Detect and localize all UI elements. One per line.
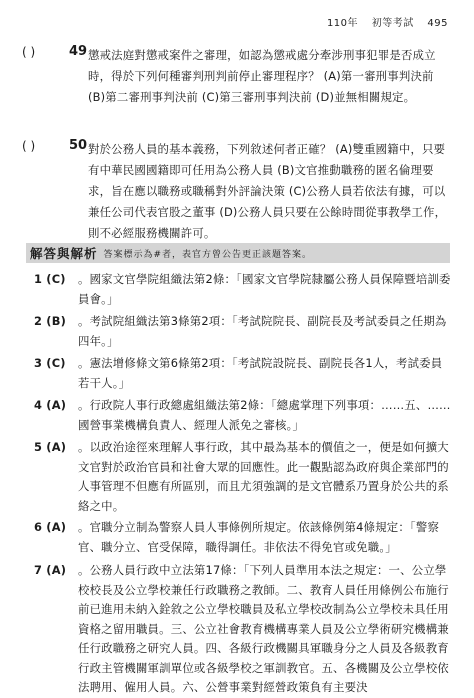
answer-6 — [26, 518, 452, 557]
answers-section-banner — [26, 243, 450, 263]
answer-explanation: 。行政院人事行政總處組織法第2條：「總處掌理下列事項：……五、……國營事業機構負責人、經理人派免之審核。」 — [78, 398, 451, 432]
answer-1 — [26, 270, 452, 309]
answer-5 — [26, 438, 452, 516]
page-header — [317, 14, 448, 29]
answer-blank: ( ) — [22, 45, 36, 59]
question-49 — [22, 45, 454, 108]
answer-4 — [26, 396, 452, 435]
answer-explanation: 。以政治途徑來理解人事行政，其中最為基本的價值之一，便是如何擴大文官對於政治官員和社會大眾的回應性。此一觀點認為政府與企業部門的人事管理不但應有所區別，而且尤須強調的是文官體系乃置身於公共的系絡之中。 — [78, 440, 449, 513]
answer-key: 1 (C) — [34, 272, 66, 286]
answer-explanation: 。公務人員行政中立法第17條：「下列人員準用本法之規定：一、公立學校校長及公立學校兼任行政職務之教師。二、教育人員任用條例公布施行前已進用未納入銓敘之公立學校職員及私立學校改制為公立學校未具任用資格之留用職員。三、公立社會教育機構專業人員及公立學術研究機構兼任行政職務之研究人員。四、各級行政機關具軍職身分之人員及各級教育行政主管機關軍訓單位或各級學校之軍訓教官。五、各機關及公立學校依法聘用、僱用人員。六、公營事業對經營政策負有主要決 — [78, 563, 449, 694]
answer-2 — [26, 312, 452, 351]
answer-key: 5 (A) — [34, 440, 67, 454]
answer-explanation: 。官職分立制為警察人員人事條例所規定。依該條例第4條規定：「警察官、職分立、官受保障，職得調任。非依法不得免官或免職。」 — [78, 520, 440, 554]
answer-key: 7 (A) — [34, 563, 67, 577]
answer-blank: ( ) — [22, 139, 36, 153]
question-50 — [22, 139, 454, 244]
question-text: 懲戒法庭對懲戒案件之審理，如認為懲戒處分牽涉刑事犯罪是否成立時，得於下列何種審判刑判前停止審理程序？ (A)第一審刑事判決前 (B)第二審刑事判決前 (C)第三審刑事判決前 (D)並無相關規定。 — [88, 48, 436, 104]
exam-year: 110年 — [326, 18, 359, 29]
answer-explanation: 。考試院組織法第3條第2項：「考試院院長、副院長及考試委員之任期為四年。」 — [78, 314, 447, 348]
question-text: 對於公務人員的基本義務，下列敘述何者正確？ (A)雙重國籍中，只要有中華民國國籍即可任用為公務人員 (B)文官推動職務的匿名倫理要求，旨在應以職務或職稱對外評論決策 (C)公務人員若依法有據，可以兼任公司代表官股之董事 (D)公務人員只要在公餘時間從事教學工作，則不必經服務機關許可。 — [88, 142, 447, 240]
page-number: 495 — [427, 18, 448, 29]
answer-key: 2 (B) — [34, 314, 66, 328]
answer-key: 6 (A) — [34, 520, 67, 534]
answer-7 — [26, 561, 452, 694]
answer-key: 4 (A) — [34, 398, 67, 412]
section-note: 答案標示為#者，表官方曾公告更正該題答案。 — [103, 249, 313, 260]
question-number: 49 — [69, 44, 88, 59]
question-number: 50 — [69, 138, 88, 153]
exam-name: 初等考試 — [371, 18, 414, 29]
answer-explanation: 。國家文官學院組織法第2條：「國家文官學院隸屬公務人員保障暨培訓委員會。」 — [78, 272, 451, 306]
answer-key: 3 (C) — [34, 356, 66, 370]
answer-explanation: 。憲法增修條文第6條第2項：「考試院設院長、副院長各1人，考試委員若干人。」 — [78, 356, 443, 390]
section-title: 解答與解析 — [30, 246, 98, 261]
answer-3 — [26, 354, 452, 393]
